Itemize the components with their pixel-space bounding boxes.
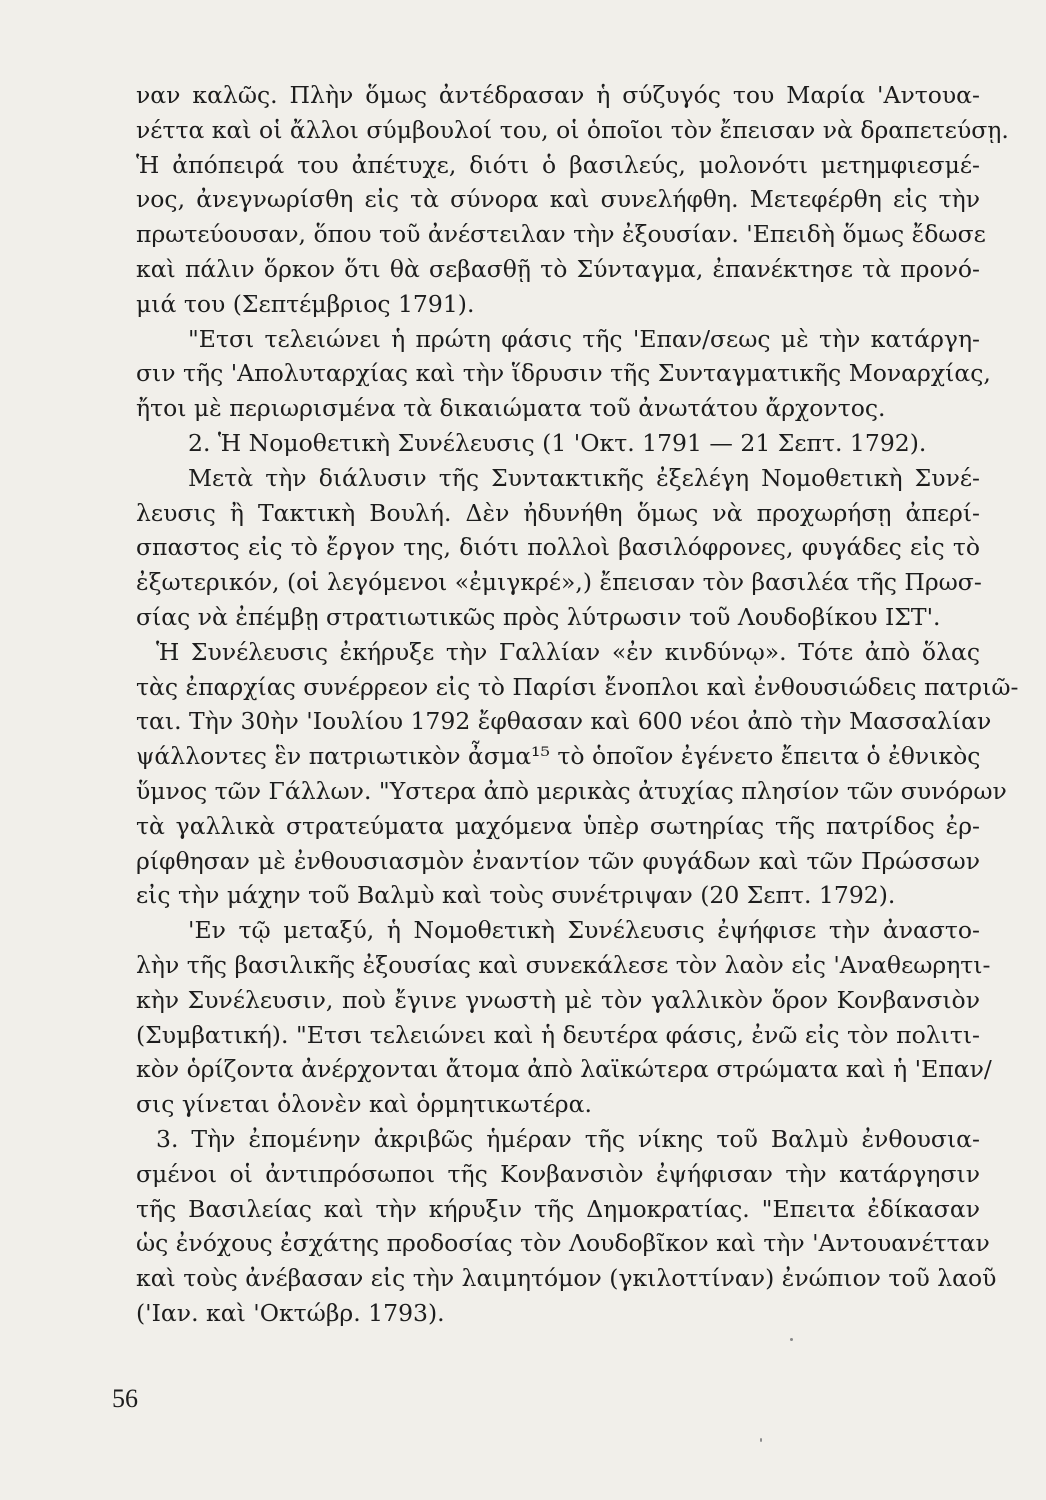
text-line: νέττα καὶ οἱ ἄλλοι σύμβουλοί του, οἱ ὁποῖοι τὸν ἔπεισαν νὰ δραπετεύσῃ.: [136, 115, 1009, 144]
print-speck: [760, 1438, 762, 1442]
text-line: σις γίνεται ὁλονὲν καὶ ὁρμητικωτέρα.: [136, 1090, 592, 1119]
text-line: "Ετσι τελειώνει ἡ πρώτη φάσις τῆς 'Επαν/σεως μὲ τὴν κατάργη-: [188, 324, 980, 353]
text-line: κὸν ὁρίζοντα ἀνέρχονται ἄτομα ἀπὸ λαϊκώτερα στρώματα καὶ ἡ 'Επαν/: [136, 1055, 992, 1084]
text-line: σίας νὰ ἐπέμβῃ στρατιωτικῶς πρὸς λύτρωσιν τοῦ Λουδοβίκου ΙΣΤ'.: [136, 602, 941, 631]
text-line: Ἡ Συνέλευσις ἐκήρυξε τὴν Γαλλίαν «ἐν κινδύνῳ». Τότε ἀπὸ ὅλας: [156, 637, 980, 666]
text-line: πρωτεύουσαν, ὅπου τοῦ ἀνέστειλαν τὴν ἐξουσίαν. 'Επειδὴ ὅμως ἔδωσε: [136, 220, 986, 249]
text-line: κὴν Συνέλευσιν, ποὺ ἔγινε γνωστὴ μὲ τὸν γαλλικὸν ὅρον Κονβανσιὸν: [136, 985, 980, 1014]
text-line: λευσις ἢ Τακτικὴ Βουλή. Δὲν ἠδυνήθη ὅμως νὰ προχωρήσῃ ἀπερί-: [136, 498, 980, 527]
text-line: ψάλλοντες ἓν πατριωτικὸν ἆσμα¹⁵ τὸ ὁποῖον ἐγένετο ἔπειτα ὁ ἐθνικὸς: [136, 742, 981, 771]
text-line: μιά του (Σεπτέμβριος 1791).: [136, 289, 475, 318]
text-line: καὶ τοὺς ἀνέβασαν εἰς τὴν λαιμητόμον (γκιλοττίναν) ἐνώπιον τοῦ λαοῦ: [136, 1264, 997, 1293]
text-line: 3. Τὴν ἐπομένην ἀκριβῶς ἡμέραν τῆς νίκης τοῦ Βαλμὺ ἐνθουσια-: [156, 1124, 980, 1153]
text-line: λὴν τῆς βασιλικῆς ἐξουσίας καὶ συνεκάλεσε τὸν λαὸν εἰς 'Αναθεωρητι-: [136, 950, 991, 979]
text-line: ὡς ἐνόχους ἐσχάτης προδοσίας τὸν Λουδοβῖκον καὶ τὴν 'Αντουανέτταν: [136, 1229, 990, 1258]
text-line: (Συμβατική). "Ετσι τελειώνει καὶ ἡ δευτέρα φάσις, ἐνῶ εἰς τὸν πολιτι-: [136, 1020, 980, 1049]
text-line: 2. Ἡ Νομοθετικὴ Συνέλευσις (1 'Οκτ. 1791 — 21 Σεπτ. 1792).: [188, 428, 927, 457]
body-text: [136, 78, 1019, 1331]
text-line: ὕμνος τῶν Γάλλων. "Υστερα ἀπὸ μερικὰς ἀτυχίας πλησίον τῶν συνόρων: [136, 776, 1007, 805]
text-line: 'Εν τῷ μεταξύ, ἡ Νομοθετικὴ Συνέλευσις ἐψήφισε τὴν ἀναστο-: [188, 916, 980, 945]
text-line: σπαστος εἰς τὸ ἔργον της, διότι πολλοὶ βασιλόφρονες, φυγάδες εἰς τὸ: [136, 533, 980, 562]
text-line: ναν καλῶς. Πλὴν ὅμως ἀντέδρασαν ἡ σύζυγός του Μαρία 'Αντουα-: [136, 81, 980, 109]
text-line: ἐξωτερικόν, (οἱ λεγόμενοι «ἐμιγκρέ»,) ἔπεισαν τὸν βασιλέα τῆς Πρωσ-: [136, 568, 982, 597]
text-line: εἰς τὴν μάχην τοῦ Βαλμὺ καὶ τοὺς συνέτριψαν (20 Σεπτ. 1792).: [136, 881, 896, 910]
text-line: σιν τῆς 'Απολυταρχίας καὶ τὴν ἵδρυσιν τῆς Συνταγματικῆς Μοναρχίας,: [136, 359, 991, 388]
text-line: σμένοι οἱ ἀντιπρόσωποι τῆς Κονβανσιὸν ἐψήφισαν τὴν κατάργησιν: [136, 1159, 980, 1188]
text-line: καὶ πάλιν ὅρκον ὅτι θὰ σεβασθῇ τὸ Σύνταγμα, ἐπανέκτησε τὰ προνό-: [136, 254, 980, 283]
text-line: Μετὰ τὴν διάλυσιν τῆς Συντακτικῆς ἐξελέγη Νομοθετικὴ Συνέ-: [188, 463, 980, 492]
text-line: ἤτοι μὲ περιωρισμένα τὰ δικαιώματα τοῦ ἀνωτάτου ἄρχοντος.: [136, 394, 886, 423]
print-speck: [790, 1338, 793, 1341]
text-line: Ἡ ἀπόπειρά του ἀπέτυχε, διότι ὁ βασιλεύς, μολονότι μετημφιεσμέ-: [136, 150, 980, 179]
text-line: ('Ιαν. καὶ 'Οκτώβρ. 1793).: [136, 1298, 445, 1327]
text-line: ρίφθησαν μὲ ἐνθουσιασμὸν ἐναντίον τῶν φυγάδων καὶ τῶν Πρώσσων: [136, 846, 980, 875]
text-line: ται. Τὴν 30ὴν 'Ιουλίου 1792 ἔφθασαν καὶ 600 νέοι ἀπὸ τὴν Μασσαλίαν: [136, 707, 992, 736]
page-number: 56: [112, 1384, 138, 1413]
text-line: τὰς ἐπαρχίας συνέρρεον εἰς τὸ Παρίσι ἔνοπλοι καὶ ἐνθουσιώδεις πατριῶ-: [136, 672, 1019, 701]
text-line: τὰ γαλλικὰ στρατεύματα μαχόμενα ὑπὲρ σωτηρίας τῆς πατρίδος ἐρ-: [136, 811, 980, 840]
text-line: νος, ἀνεγνωρίσθη εἰς τὰ σύνορα καὶ συνελήφθη. Μετεφέρθη εἰς τὴν: [136, 185, 980, 214]
text-line: τῆς Βασιλείας καὶ τὴν κήρυξιν τῆς Δημοκρατίας. "Επειτα ἐδίκασαν: [136, 1194, 980, 1223]
